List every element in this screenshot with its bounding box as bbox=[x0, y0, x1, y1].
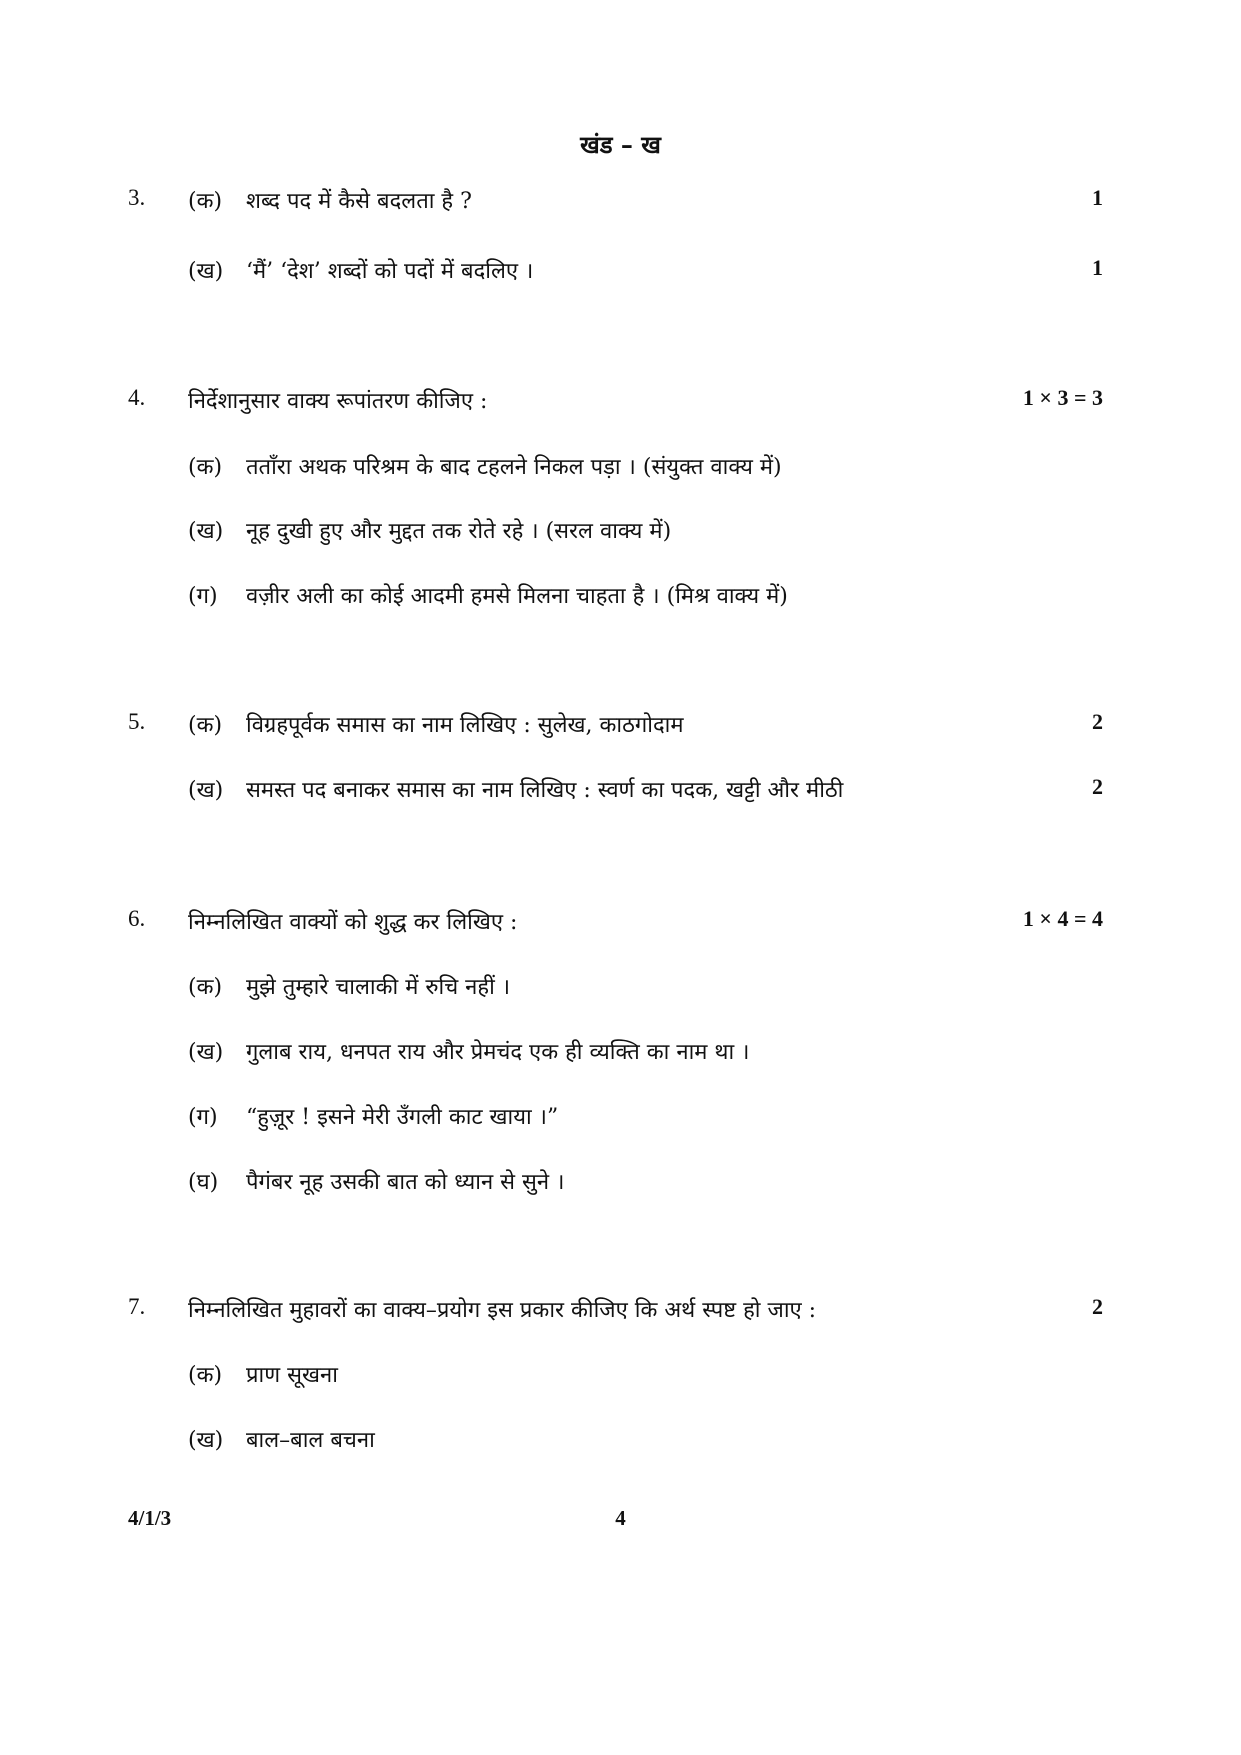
part-label: (ख) bbox=[188, 259, 224, 284]
part-label: (ग) bbox=[188, 584, 218, 609]
part-label: (क) bbox=[188, 455, 223, 480]
part-text: शब्द पद में कैसे बदलता है ? bbox=[246, 189, 472, 214]
paper-code: 4/1/3 bbox=[128, 1506, 172, 1530]
part-label: (घ) bbox=[188, 1170, 219, 1195]
part-label: (ख) bbox=[188, 519, 224, 544]
question-4-stem bbox=[0, 385, 1241, 419]
marks: 1 bbox=[1092, 185, 1103, 210]
part-text: नूह दुखी हुए और मुद्दत तक रोते रहे । (सरल वाक्य में) bbox=[246, 519, 672, 544]
page-number: 4 bbox=[615, 1506, 626, 1530]
part-label: (क) bbox=[188, 1363, 223, 1388]
question-number: 4. bbox=[128, 385, 146, 410]
part-label: (क) bbox=[188, 189, 223, 214]
part-text: ‘मैं’ ‘देश’ शब्दों को पदों में बदलिए । bbox=[246, 259, 534, 284]
question-number: 3. bbox=[128, 185, 146, 210]
question-number: 7. bbox=[128, 1294, 146, 1319]
part-text: समस्त पद बनाकर समास का नाम लिखिए : स्वर्ण का पदक, खट्टी और मीठी bbox=[246, 778, 844, 803]
part-text: तताँरा अथक परिश्रम के बाद टहलने निकल पड़ा । (संयुक्त वाक्य में) bbox=[246, 455, 782, 480]
question-4-part-a bbox=[0, 451, 1241, 485]
marks: 1 × 4 = 4 bbox=[1022, 906, 1103, 931]
question-4-part-b bbox=[0, 515, 1241, 549]
question-4-part-c bbox=[0, 580, 1241, 614]
part-text: वज़ीर अली का कोई आदमी हमसे मिलना चाहता है । (मिश्र वाक्य में) bbox=[246, 584, 788, 609]
question-number: 5. bbox=[128, 709, 146, 734]
part-text: मुझे तुम्हारे चालाकी में रुचि नहीं । bbox=[246, 975, 511, 1000]
part-text: प्राण सूखना bbox=[246, 1363, 338, 1388]
marks: 1 bbox=[1092, 255, 1103, 280]
part-text: गुलाब राय, धनपत राय और प्रेमचंद एक ही व्यक्ति का नाम था । bbox=[246, 1040, 750, 1065]
part-text: पैगंबर नूह उसकी बात को ध्यान से सुने । bbox=[246, 1170, 565, 1195]
question-7-part-b bbox=[0, 1424, 1241, 1458]
part-text: विग्रहपूर्वक समास का नाम लिखिए : सुलेख, काठगोदाम bbox=[246, 713, 684, 738]
question-6-stem bbox=[0, 906, 1241, 940]
marks: 2 bbox=[1092, 709, 1103, 734]
part-label: (ख) bbox=[188, 778, 224, 803]
question-5-part-b bbox=[0, 774, 1241, 808]
question-3-part-b bbox=[0, 255, 1241, 289]
part-label: (क) bbox=[188, 975, 223, 1000]
marks: 2 bbox=[1092, 1294, 1103, 1319]
question-stem: निम्नलिखित वाक्यों को शुद्ध कर लिखिए : bbox=[188, 910, 518, 935]
question-7-part-a bbox=[0, 1359, 1241, 1393]
question-6-part-a bbox=[0, 971, 1241, 1005]
part-label: (ख) bbox=[188, 1428, 224, 1453]
marks: 2 bbox=[1092, 774, 1103, 799]
question-stem: निम्नलिखित मुहावरों का वाक्य–प्रयोग इस प्रकार कीजिए कि अर्थ स्पष्ट हो जाए : bbox=[188, 1298, 817, 1323]
question-6-part-b bbox=[0, 1036, 1241, 1070]
part-text: “हुज़ूर ! इसने मेरी उँगली काट खाया ।” bbox=[246, 1105, 559, 1130]
question-6-part-c bbox=[0, 1101, 1241, 1135]
part-label: (क) bbox=[188, 713, 223, 738]
question-7-stem bbox=[0, 1294, 1241, 1328]
part-label: (ग) bbox=[188, 1105, 218, 1130]
question-3-part-a bbox=[0, 185, 1241, 219]
question-5-part-a bbox=[0, 709, 1241, 743]
question-6-part-d bbox=[0, 1166, 1241, 1200]
part-label: (ख) bbox=[188, 1040, 224, 1065]
section-title: खंड – ख bbox=[580, 130, 661, 159]
question-stem: निर्देशानुसार वाक्य रूपांतरण कीजिए : bbox=[188, 389, 488, 414]
question-number: 6. bbox=[128, 906, 146, 931]
part-text: बाल–बाल बचना bbox=[246, 1428, 375, 1453]
marks: 1 × 3 = 3 bbox=[1022, 385, 1103, 410]
